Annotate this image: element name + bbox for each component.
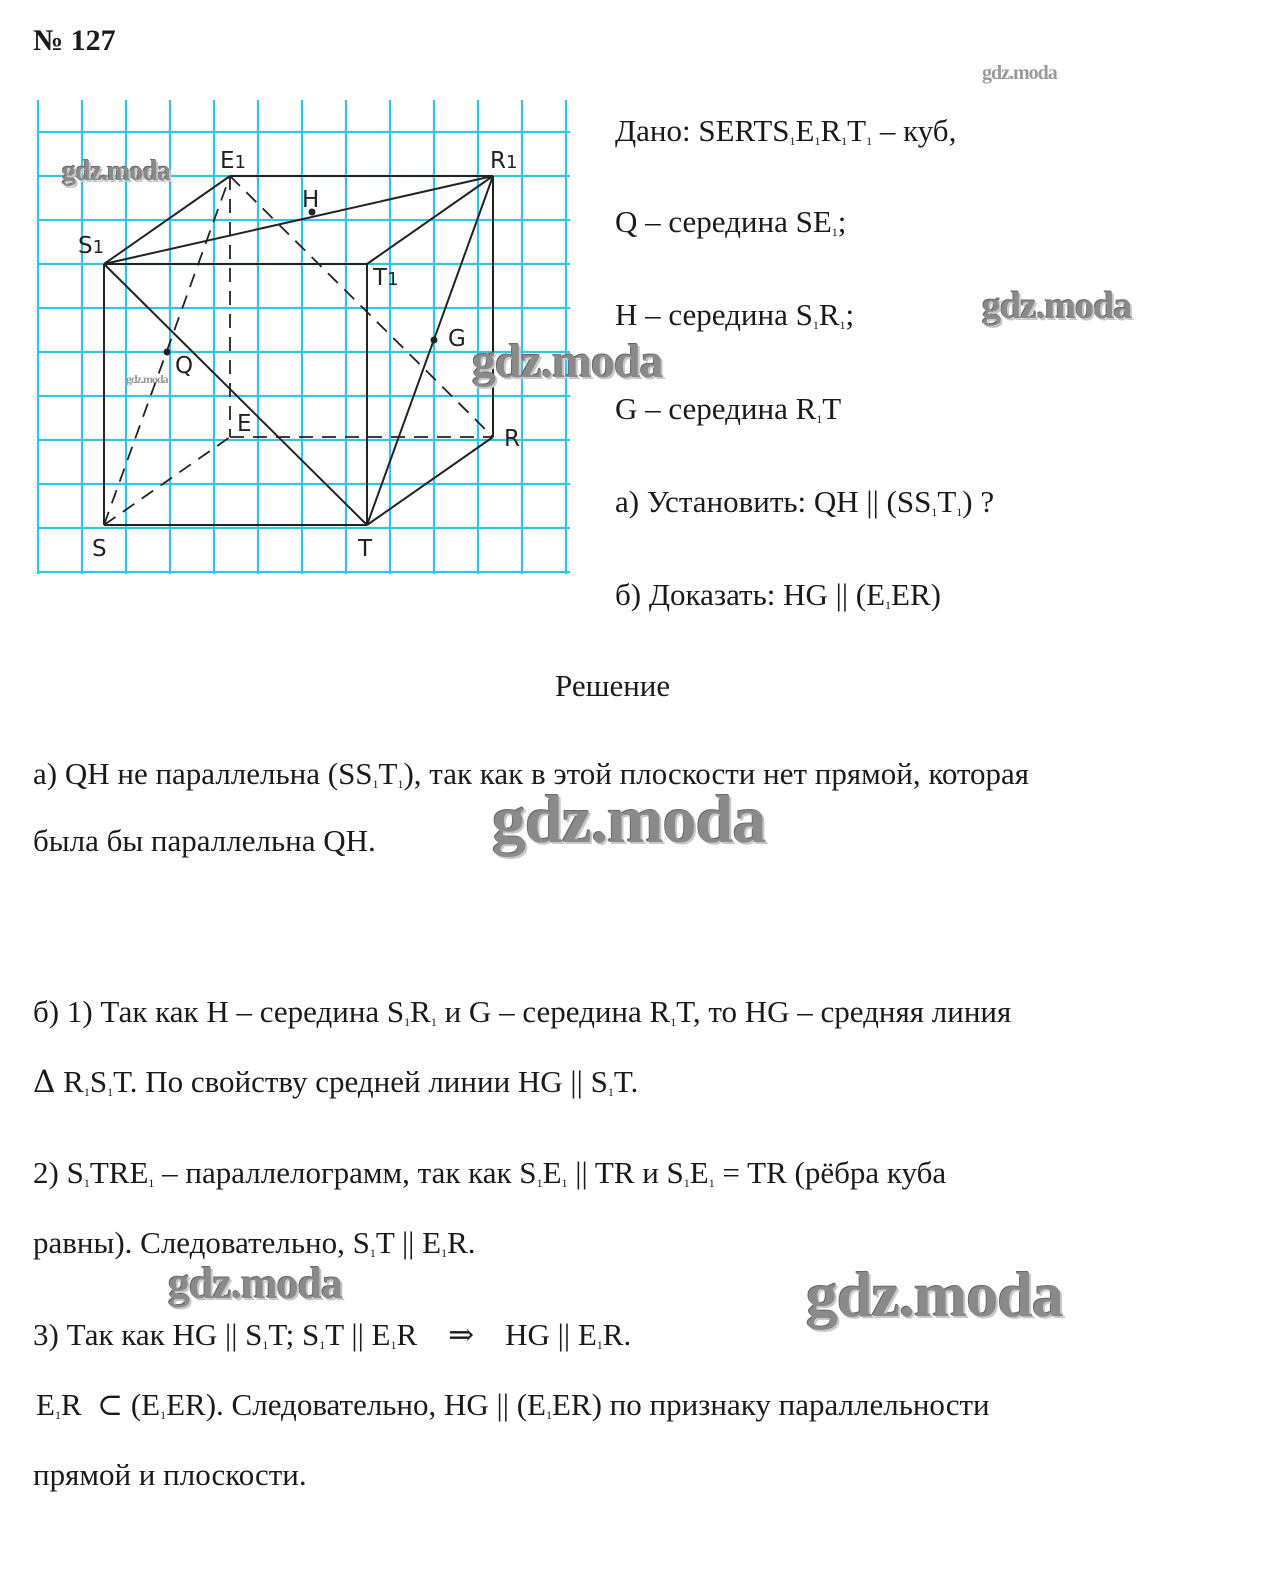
watermark: gdz.moda	[982, 62, 1057, 84]
solution-a-line2: была бы параллельна QH.	[33, 823, 376, 858]
label-r: R	[504, 426, 520, 452]
diag-s1-t	[104, 264, 367, 525]
label-g: G	[448, 326, 466, 352]
label-r1: R1	[490, 148, 518, 174]
label-e: E	[237, 411, 252, 437]
solution-a-line1: а) QH не параллельна $(SS_1T_1)$, так как в этой плоскости нет прямой, которая	[33, 756, 1030, 791]
point-g	[431, 337, 438, 344]
watermark: gdz.moda	[126, 372, 168, 386]
solution-b1-line2: Δ $R_1S_1T$. По свойству средней линии HG || $S_1T$.	[33, 1064, 639, 1100]
label-h: H	[302, 187, 320, 213]
solution-b3-line3: прямой и плоскости.	[33, 1457, 307, 1492]
point-q	[164, 349, 171, 356]
problem-number: № 127	[33, 24, 116, 57]
solution-heading: Решение	[555, 668, 671, 703]
label-s: S	[92, 536, 107, 562]
solution-b2-line2: равны). Следовательно, $S_1T$ || $E_1R$.	[33, 1225, 476, 1260]
watermark: gdz.moda	[62, 156, 170, 187]
hidden-edge-s-e	[104, 437, 230, 525]
label-e1: E1	[220, 148, 246, 174]
watermark: gdz.moda	[168, 1259, 343, 1308]
edge-t-r	[367, 437, 493, 525]
solution-b3-line1: 3) Так как HG || $S_1T$; $S_1T$ || $E_1R$ ⇒ HG || $E_1R$.	[33, 1317, 632, 1353]
label-s1: S1	[78, 233, 105, 259]
given-line-q: Q – середина $SE_1$;	[615, 204, 847, 239]
hidden-diag-e1-r	[230, 176, 493, 437]
given-line-g: G – середина $R_1T$	[615, 391, 842, 426]
given-task-b: б) Доказать: HG || $(E_1ER)$	[615, 577, 941, 612]
solution-b2-line1: 2) $S_1TRE_1$ – параллелограмм, так как $S_1E_1$ || TR и $S_1E_1$ = TR (рёбра куба	[33, 1155, 947, 1190]
label-q: Q	[175, 353, 194, 379]
watermark: gdz.moda	[806, 1259, 1063, 1330]
given-line-h: H – середина $S_1R_1$;	[615, 297, 855, 332]
watermark: gdz.moda	[492, 781, 766, 857]
given-task-a: а) Установить: QH || $(SS_1T_1)$ ?	[615, 484, 995, 519]
given-line-cube: Дано: $SERTS_1E_1R_1T_1$ – куб,	[615, 113, 957, 148]
watermark: gdz.moda	[472, 335, 663, 388]
watermark: gdz.moda	[982, 285, 1132, 327]
solution-b3-line2: $E_1R$ ⊂ $(E_1ER)$. Следовательно, HG || $(E_1ER)$ по признаку параллельности	[36, 1387, 990, 1423]
label-t1: T1	[373, 265, 399, 291]
solution-b1-line1: б) 1) Так как H – середина $S_1R_1$ и G – середина $R_1T$, то HG – средняя линия	[33, 994, 1012, 1029]
label-t: T	[358, 536, 373, 562]
